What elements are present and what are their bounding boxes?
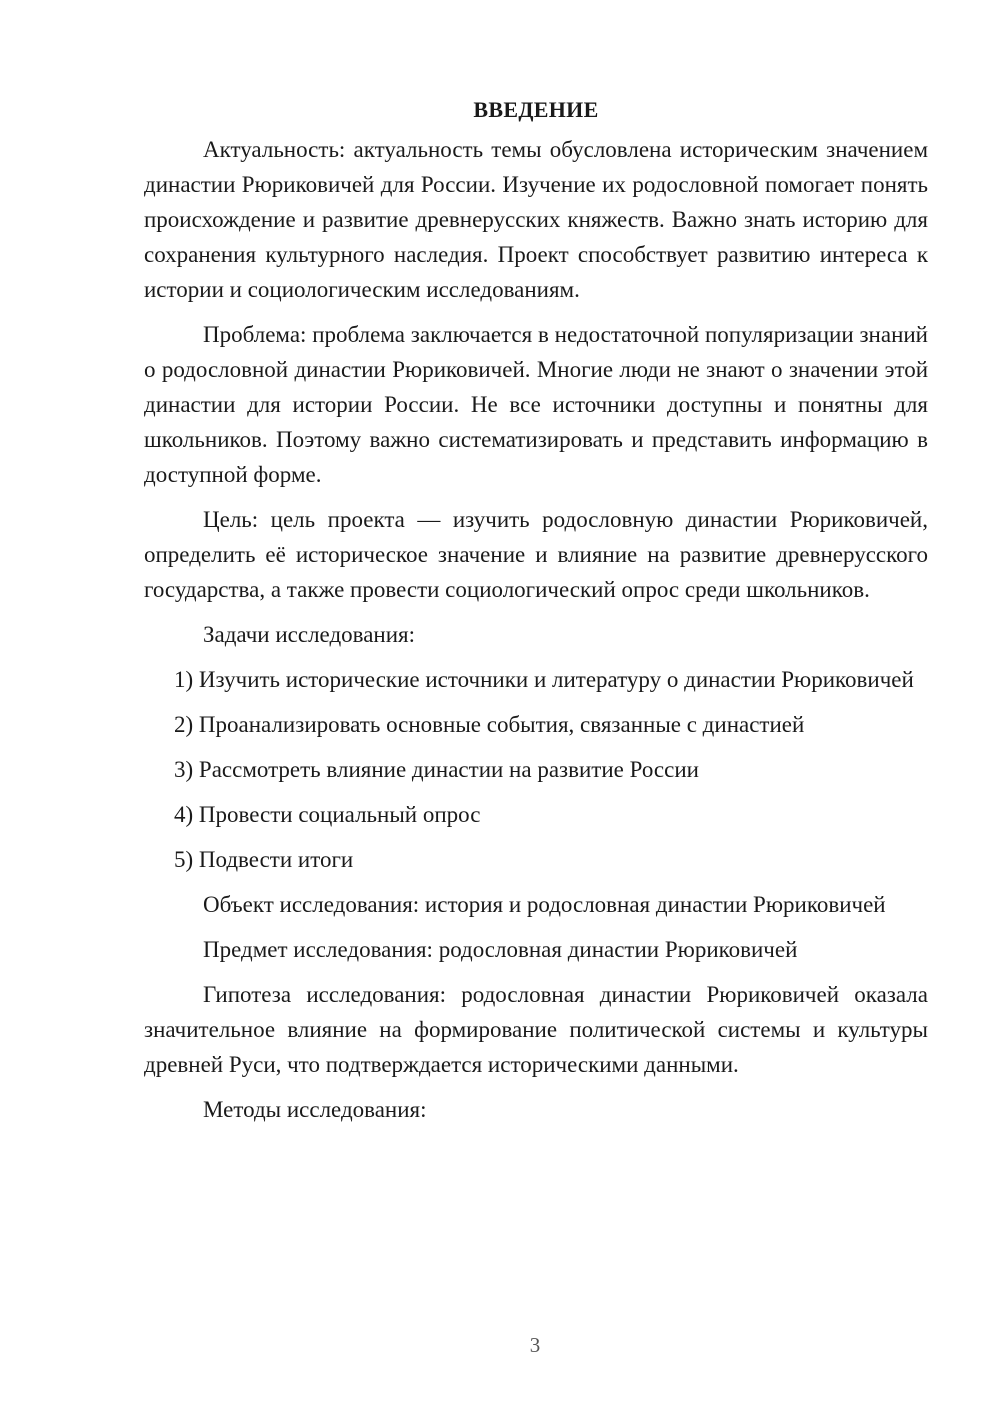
object-paragraph: Объект исследования: история и родословная династии Рюриковичей: [203, 892, 886, 917]
relevance-paragraph: Актуальность: актуальность темы обусловлена историческим значением династии Рюриковичей для России. Изучение их родословной помогает понять происхождение и развитие древнерусских княжеств. Важно знать историю для сохранения культурного наследия. Проект способствует развитию интереса к истории и социологическим исследованиям.: [144, 137, 928, 302]
task-item-3: 3) Рассмотреть влияние династии на развитие России: [174, 757, 699, 782]
methods-heading: Методы исследования:: [203, 1097, 427, 1122]
problem-paragraph: Проблема: проблема заключается в недостаточной популяризации знаний о родословной династии Рюриковичей. Многие люди не знают о значении этой династии для истории России. Не все источники доступны и понятны для школьников. Поэтому важно систематизировать и представить информацию в доступной форме.: [144, 322, 928, 487]
task-item-2: 2) Проанализировать основные события, связанные с династией: [174, 712, 805, 737]
page-number: 3: [529, 1333, 541, 1357]
page-title: ВВЕДЕНИЕ: [473, 97, 599, 122]
hypothesis-paragraph: Гипотеза исследования: родословная династии Рюриковичей оказала значительное влияние на формирование политической системы и культуры древней Руси, что подтверждается историческими данными.: [144, 982, 928, 1077]
tasks-heading: Задачи исследования:: [203, 622, 416, 647]
task-item-5: 5) Подвести итоги: [174, 847, 354, 872]
subject-paragraph: Предмет исследования: родословная династии Рюриковичей: [203, 937, 798, 962]
task-item-1: 1) Изучить исторические источники и литературу о династии Рюриковичей: [174, 667, 914, 692]
task-item-4: 4) Провести социальный опрос: [174, 802, 481, 827]
page-content: [144, 92, 928, 1127]
goal-paragraph: Цель: цель проекта — изучить родословную династии Рюриковичей, определить её историческое значение и влияние на развитие древнерусского государства, а также провести социологический опрос среди школьников.: [144, 507, 928, 602]
